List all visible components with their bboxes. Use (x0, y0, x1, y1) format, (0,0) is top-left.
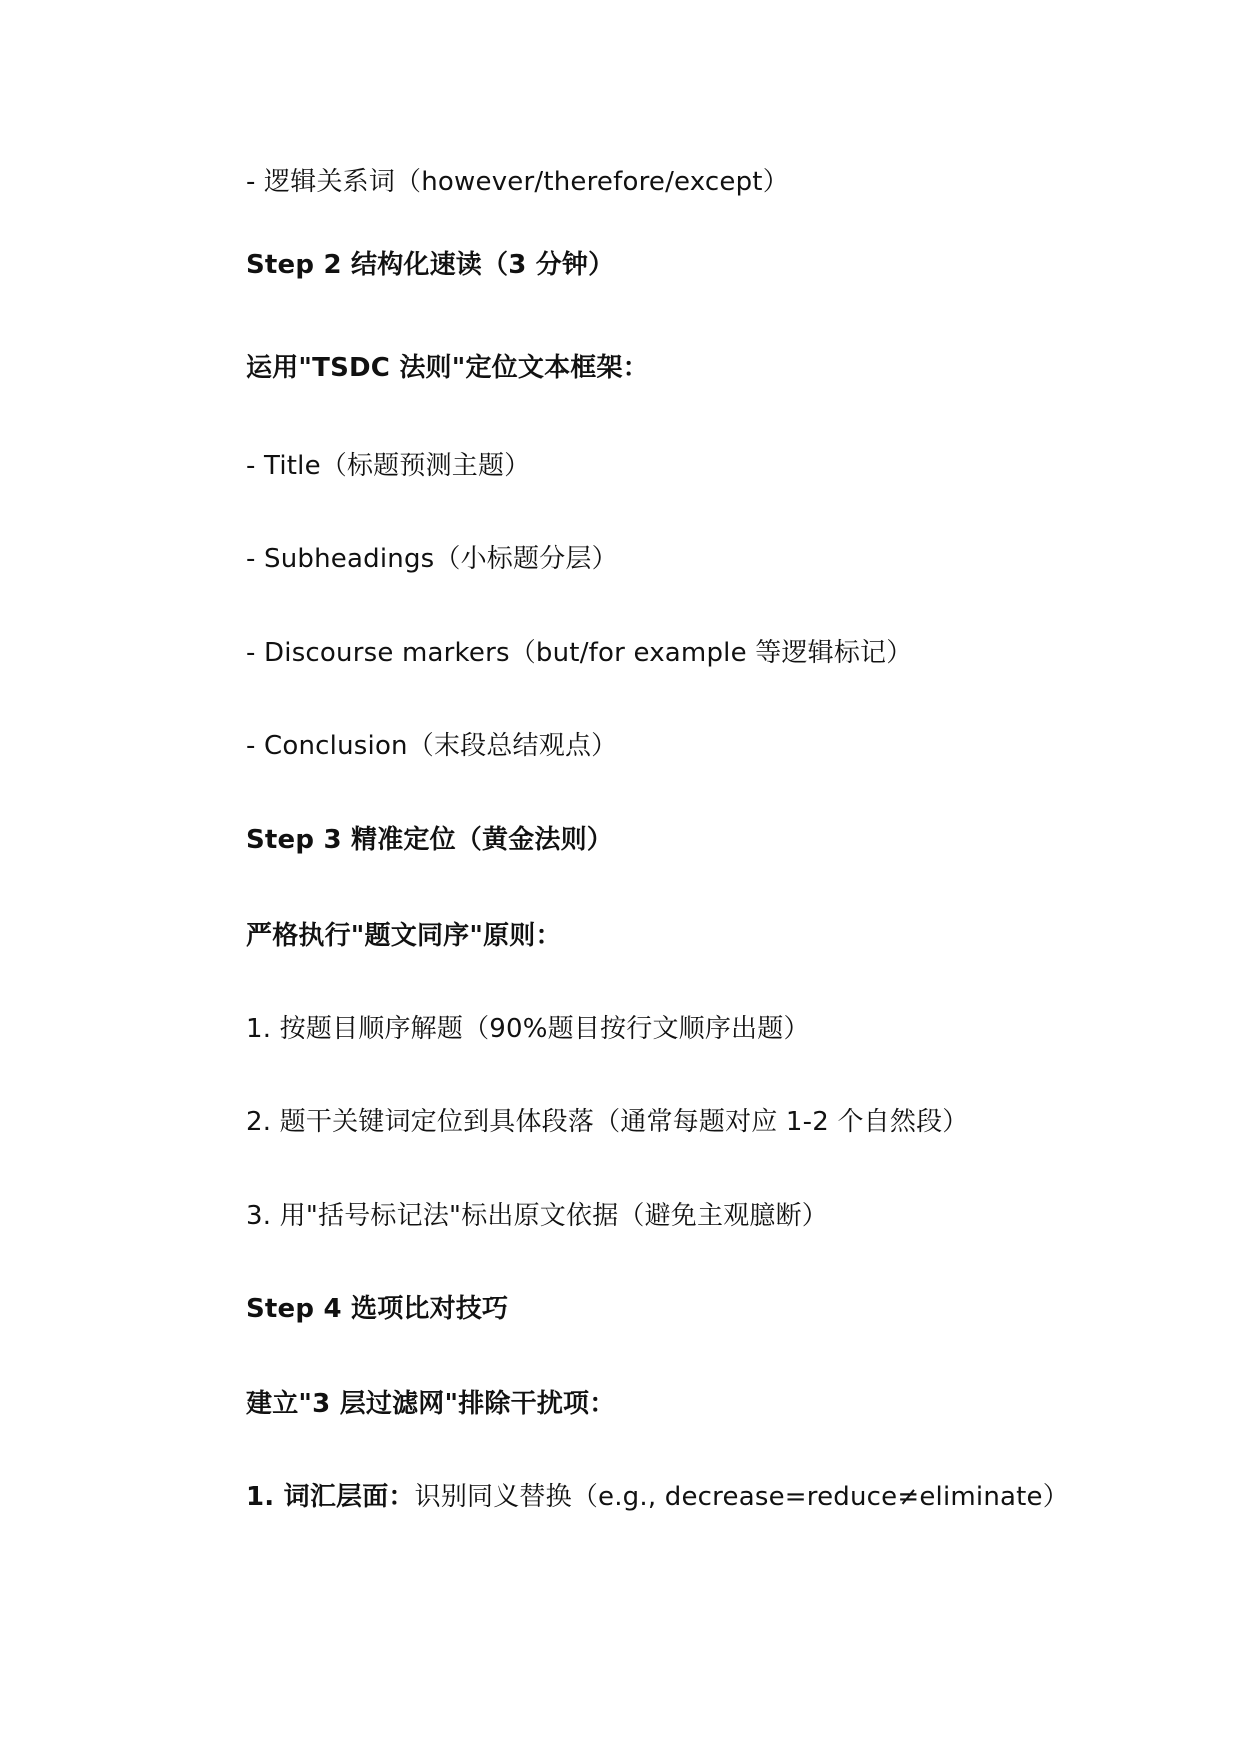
vocabulary-level-label: 1. 词汇层面： (246, 1482, 415, 1512)
step-3-heading: Step 3 精准定位（黄金法则） (246, 825, 613, 855)
numbered-item-1: 1. 按题目顺序解题（90%题目按行文顺序出题） (246, 1014, 810, 1044)
numbered-item-2: 2. 题干关键词定位到具体段落（通常每题对应 1-2 个自然段） (246, 1107, 969, 1137)
logic-words-bullet: - 逻辑关系词（however/therefore/except） (246, 167, 789, 197)
vocabulary-level-text: 识别同义替换（e.g., decrease=reduce≠eliminate） (414, 1482, 1069, 1512)
same-order-principle: 严格执行"题文同序"原则： (246, 921, 562, 951)
step-4-heading: Step 4 选项比对技巧 (246, 1294, 509, 1324)
three-layer-filter-intro: 建立"3 层过滤网"排除干扰项： (246, 1389, 616, 1419)
numbered-item-3: 3. 用"括号标记法"标出原文依据（避免主观臆断） (246, 1201, 828, 1231)
vocabulary-level-item (246, 1479, 1069, 1515)
title-bullet: - Title（标题预测主题） (246, 451, 531, 481)
subheadings-bullet: - Subheadings（小标题分层） (246, 544, 618, 574)
step-2-heading: Step 2 结构化速读（3 分钟） (246, 250, 615, 280)
tsdc-rule-intro: 运用"TSDC 法则"定位文本框架： (246, 353, 649, 383)
conclusion-bullet: - Conclusion（末段总结观点） (246, 731, 618, 761)
discourse-markers-bullet: - Discourse markers（but/for example 等逻辑标记） (246, 638, 913, 668)
